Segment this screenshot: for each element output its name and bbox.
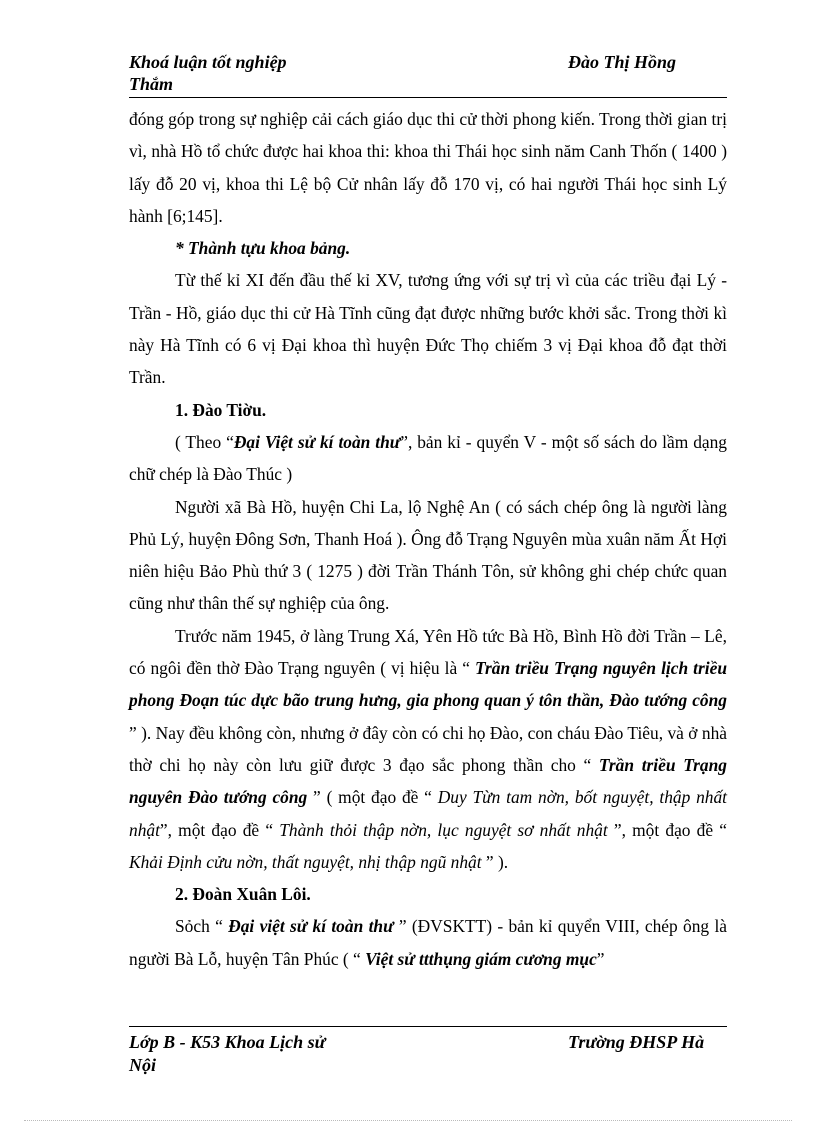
p5-text-g: ”, một đạo đề “ xyxy=(159,819,280,840)
p5-text-e: ” ( một đạo đề “ xyxy=(307,787,438,808)
page-edge-dots xyxy=(24,1120,792,1121)
paragraph-2: Từ thế kỉ XI đến đầu thế kỉ XV, tương ứng với sự trị vì của các triều đại Lý - Trần - Hồ, giáo dục thi cử Hà Tĩnh cũng đạt được những bước khởi sắc. Trong thời kì này Hà Tĩnh có 6 vị Đại khoa thì huyện Đức Thọ chiếm 3 vị Đại khoa đỗ đạt thời Trần. xyxy=(129,270,727,388)
p5-text-c: ” ). Nay đều không còn, nhưng ở đây còn có chi họ Đào, con cháu Đào Tiêu, và ở nhà thờ chi họ này còn lưu giữ được 3 đạo sắc phong thần cho “ xyxy=(129,722,727,775)
p6-title-d: Việt sử ttthụng giám cương mục xyxy=(365,948,597,969)
heading-dao-tieu: 1. Đào Tiờu. xyxy=(175,399,267,420)
p6-text-c: ” (ĐVSKTT) - bản kỉ quyển VIII, chép ông là người Bà Lỗ, huyện Tân Phúc ( “ xyxy=(129,916,727,969)
footer-university: Trường ĐHSP Hà xyxy=(568,1032,705,1052)
footer-class-wrap: Nội xyxy=(129,1055,156,1075)
p5-title-d: Trần triều Trạng nguyên Đào tướng công xyxy=(129,754,727,808)
paragraph-4: Người xã Bà Hồ, huyện Chi La, lộ Nghệ An ( có sách chép ông là người làng Phủ Lý, huyện Đông Sơn, Thanh Hoá ). Ông đỗ Trạng Nguyên mùa xuân năm Ất Hợi niên hiệu Bảo Phù thứ 3 ( 1275 ) đời Trần Thánh Tôn, sử không ghi chép chức quan cũng như thân thế sự nghiệp của ông. xyxy=(129,496,727,614)
paragraph-1: đóng góp trong sự nghiệp cải cách giáo dục thi cử thời phong kiến. Trong thời gian trị vì, nhà Hồ tổ chức được hai khoa thi: khoa thi Thái học sinh năm Canh Thốn ( 1400 ) lấy đỗ 20 vị, khoa thi Lệ bộ Cử nhân lấy đỗ 170 vị, có hai người Thái học sinh Lý hành [6;145]. xyxy=(129,109,727,226)
p5-text-k: ” ). xyxy=(481,851,509,872)
p5-text-a: Trước năm 1945, ở làng Trung Xá, Yên Hồ tức Bà Hồ, Bình Hồ đời Trần – Lê, có ngôi đền thờ Đào Trạng nguyên ( vị hiệu là “ xyxy=(129,625,727,679)
p6-text-e: ” xyxy=(596,948,605,969)
p5-quote-f: Duy Từn tam nờn, bốt nguyệt, thập nhất nhật xyxy=(129,787,728,840)
p5-title-b: Trần triều Trạng nguyên lịch triều phong Đoạn túc dực bão trung hưng, gia phong quan ý tôn thần, Đào tướng công xyxy=(129,658,727,711)
p3-text-a: ( Theo “ xyxy=(175,431,234,452)
footer-class: Lớp B - K53 Khoa Lịch sử xyxy=(129,1032,326,1052)
header-rule xyxy=(129,97,727,98)
p3-book-title: Đại Việt sử kí toàn thư xyxy=(233,431,401,452)
paragraph-3 xyxy=(129,426,727,491)
footer-rule xyxy=(129,1026,727,1027)
p5-text-i: ”, một đạo đề “ xyxy=(607,819,727,840)
paragraph-5 xyxy=(129,620,727,878)
p3-text-c: ”, bản kỉ - quyển V - một số sách do lầm dạng chữ chép là Đào Thúc ) xyxy=(129,431,728,485)
section-heading-achievements: * Thành tựu khoa bảng. xyxy=(175,238,351,259)
header-author-name-wrap: Thắm xyxy=(129,74,174,94)
paragraph-6 xyxy=(129,910,727,975)
p6-title-b: Đại việt sử kí toàn thư xyxy=(228,916,394,937)
p5-quote-j: Khải Định cửu nờn, thất nguyệt, nhị thập ngũ nhật xyxy=(129,851,482,872)
heading-doan-xuan-loi: 2. Đoàn Xuân Lôi. xyxy=(175,884,311,905)
p5-quote-h: Thành thỏi thập nờn, lục nguyệt sơ nhất nhật xyxy=(279,819,608,840)
header-author-name: Đào Thị Hồng xyxy=(568,52,677,72)
body-text xyxy=(129,103,727,975)
header-thesis-title: Khoá luận tốt nghiệp xyxy=(129,52,287,72)
p6-text-a: Sỏch “ xyxy=(175,916,229,937)
